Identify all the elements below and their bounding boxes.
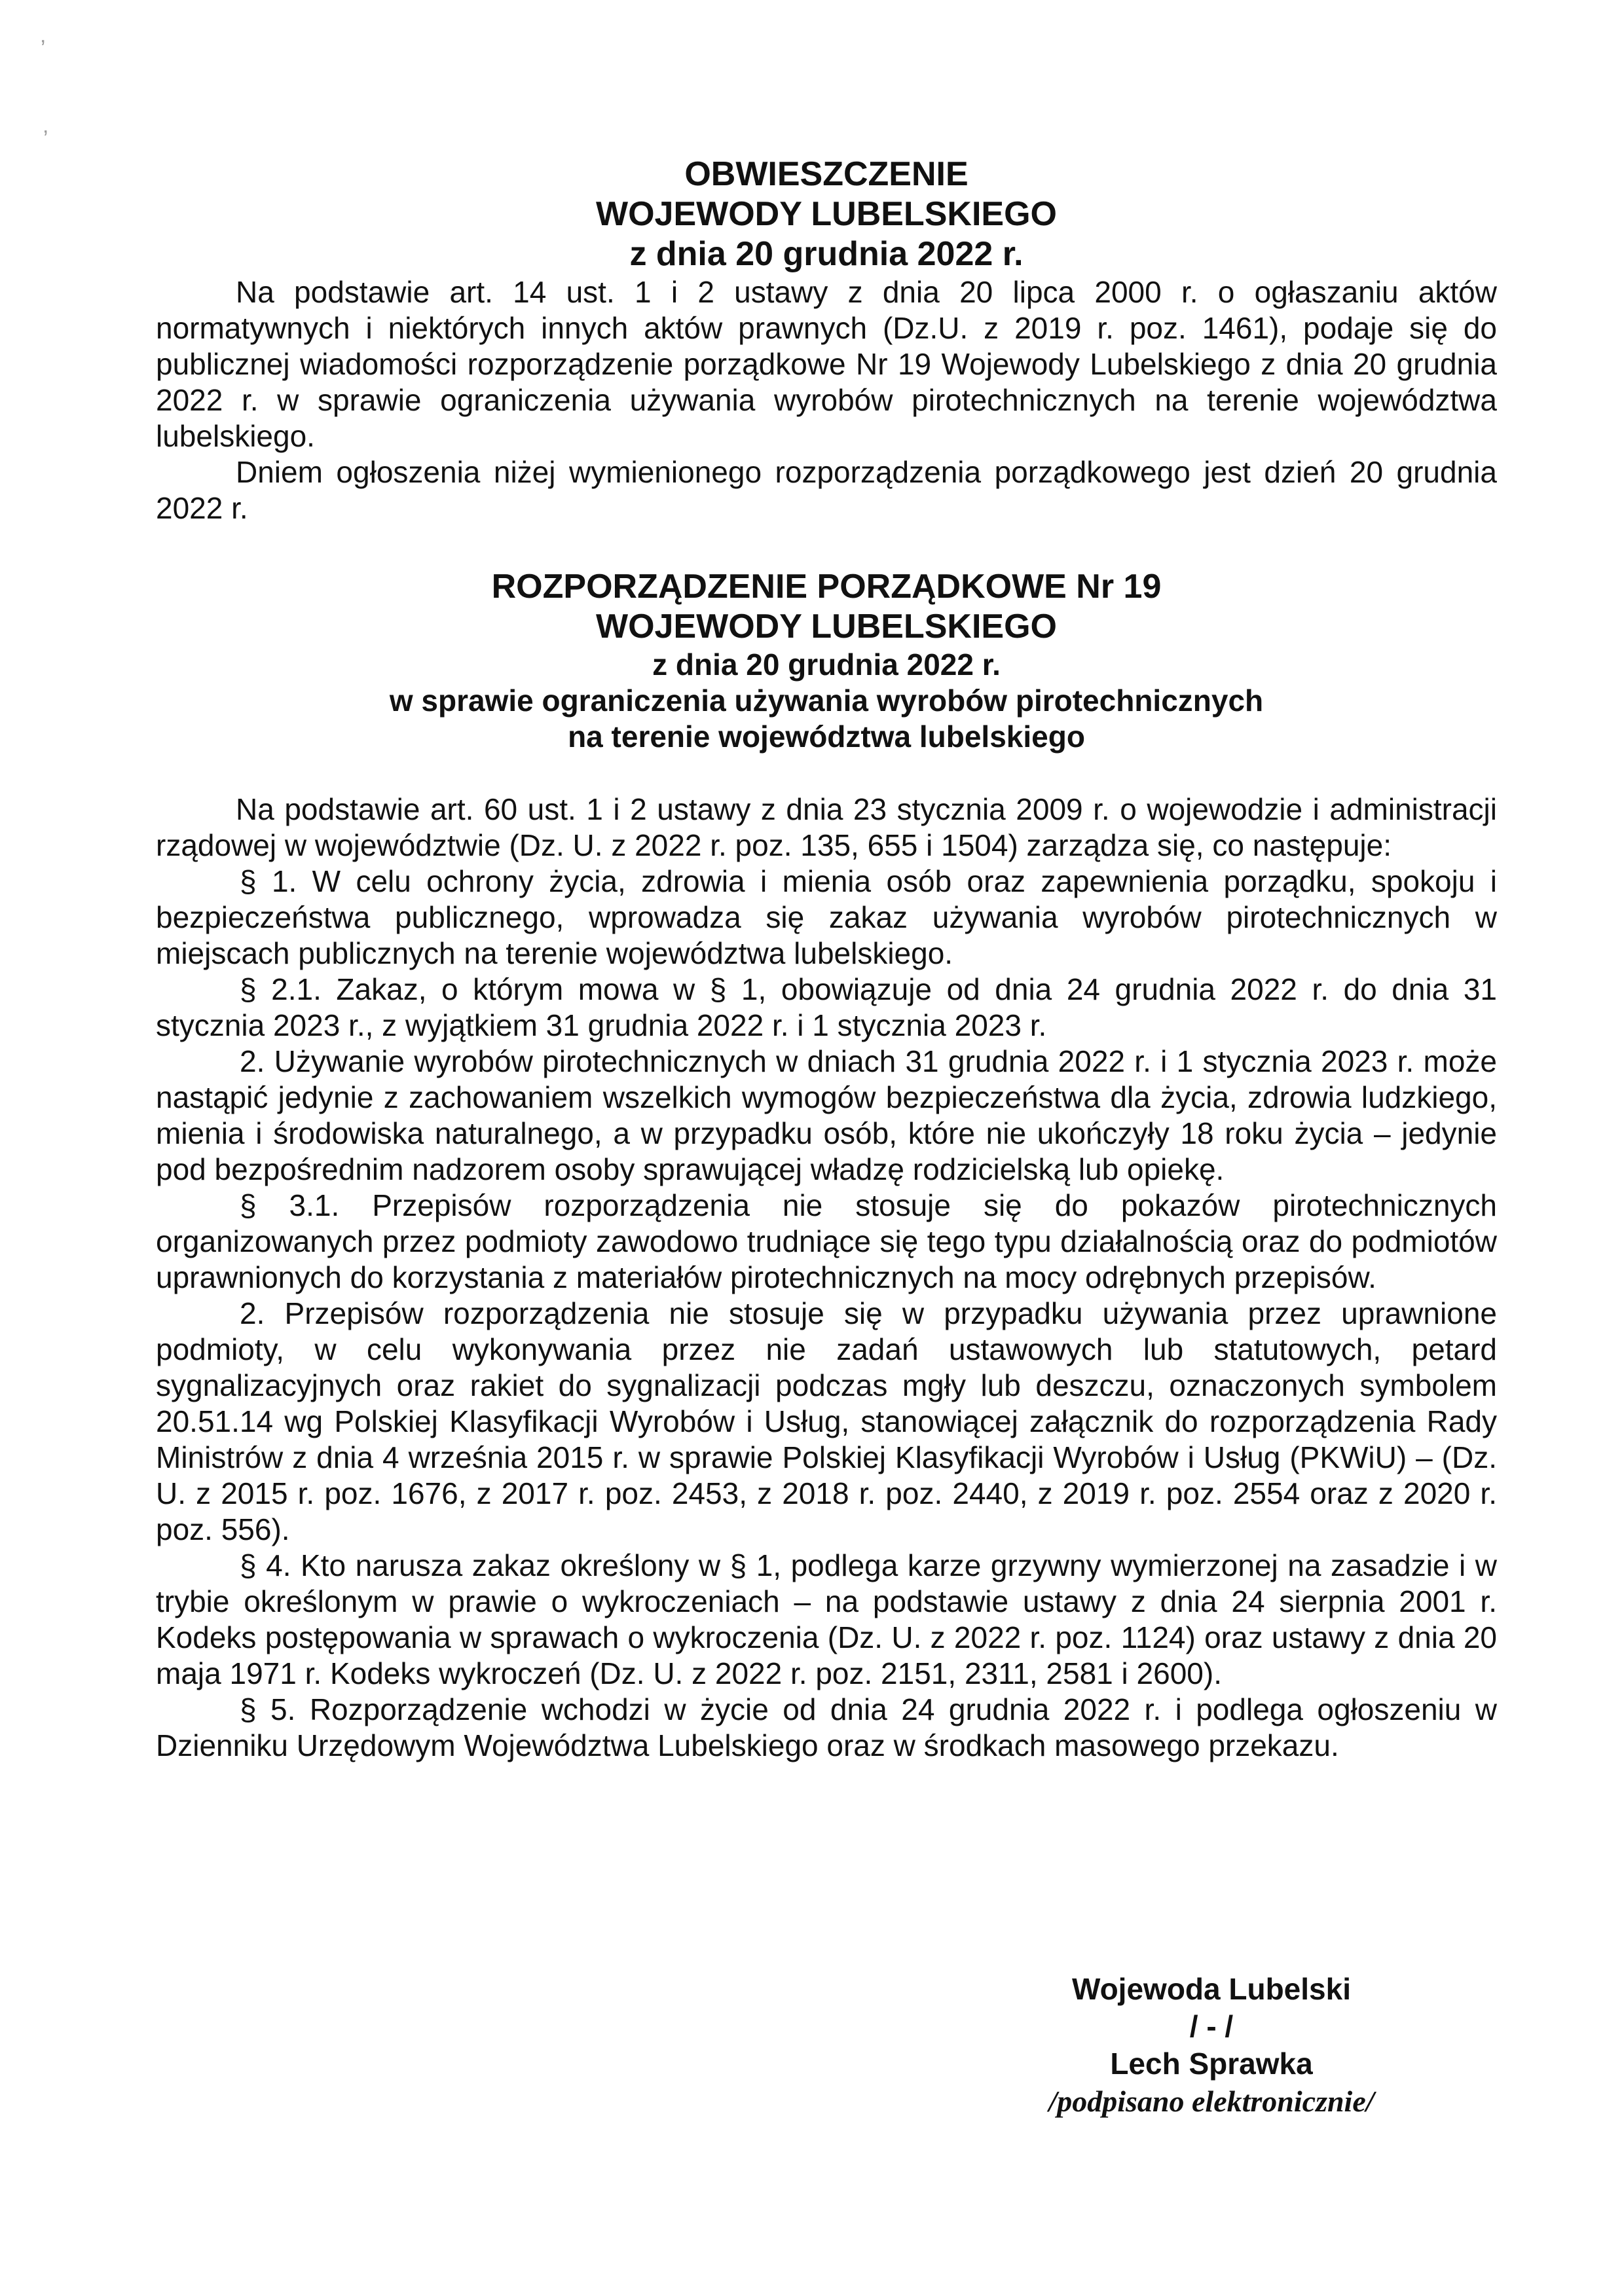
regulation-header — [156, 567, 1497, 755]
section-2-1: § 2.1. Zakaz, o którym mowa w § 1, obowiązuje od dnia 24 grudnia 2022 r. do dnia 31 stycznia 2023 r., z wyjątkiem 31 grudnia 2022 r. i 1 stycznia 2023 r. — [156, 972, 1497, 1042]
notice-issuer: WOJEWODY LUBELSKIEGO — [596, 195, 1057, 233]
regulation-issuer: WOJEWODY LUBELSKIEGO — [596, 608, 1057, 646]
signatory-office: Wojewoda Lubelski — [1072, 1972, 1351, 2006]
regulation-title: ROZPORZĄDZENIE PORZĄDKOWE Nr 19 — [491, 568, 1162, 606]
notice-title: OBWIESZCZENIE — [684, 155, 969, 193]
electronic-signature-note: /podpisano elektronicznie/ — [1048, 2085, 1375, 2118]
regulation-intro: Na podstawie art. 60 ust. 1 i 2 ustawy z dnia 23 stycznia 2009 r. o wojewodzie i administracji rządowej w województwie (Dz. U. z 2022 r. poz. 135, 655 i 1504) zarządza się, co następuje: — [156, 792, 1497, 862]
section-4: § 4. Kto narusza zakaz określony w § 1, podlega karze grzywny wymierzonej na zasadzie i w trybie określonym w prawie o wykroczeniach – na podstawie ustawy z dnia 24 sierpnia 2001 r. Kodeks postępowania w sprawach o wykroczenia (Dz. U. z 2022 r. poz. 1124) oraz ustawy z dnia 20 maja 1971 r. Kodeks wykroczeń (Dz. U. z 2022 r. poz. 2151, 2311, 2581 i 2600). — [156, 1548, 1497, 1690]
regulation-date: z dnia 20 grudnia 2022 r. — [652, 647, 1001, 682]
scan-speck-lower: ʼ — [43, 127, 48, 152]
section-2-2: 2. Używanie wyrobów pirotechnicznych w dniach 31 grudnia 2022 r. i 1 stycznia 2023 r. może nastąpić jedynie z zachowaniem wszelkich wymogów bezpieczeństwa dla życia, zdrowia ludzkiego, mienia i środowiska naturalnego, a w przypadku osób, które nie ukończyły 18 roku życia – jedynie pod bezpośrednim nadzorem osoby sprawującej władzę rodzicielską lub opiekę. — [156, 1044, 1497, 1186]
regulation-subject-line-2: na terenie województwa lubelskiego — [568, 720, 1085, 754]
section-3-2: 2. Przepisów rozporządzenia nie stosuje się w przypadku używania przez uprawnione podmioty, w celu wykonywania przez nie zadań ustawowych lub statutowych, petard sygnalizacyjnych oraz rakiet do sygnalizacji podczas mgły lub deszczu, oznaczonych symbolem 20.51.14 wg Polskiej Klasyfikacji Wyrobów i Usług, stanowiącej załącznik do rozporządzenia Rady Ministrów z dnia 4 września 2015 r. w sprawie Polskiej Klasyfikacji Wyrobów i Usług (PKWiU) – (Dz. U. z 2015 r. poz. 1676, z 2017 r. poz. 2453, z 2018 r. poz. 2440, z 2019 r. poz. 2554 oraz z 2020 r. poz. 556). — [156, 1296, 1497, 1546]
notice-paragraph-2: Dniem ogłoszenia niżej wymienionego rozporządzenia porządkowego jest dzień 20 grudnia 2022 r. — [156, 455, 1497, 525]
regulation-subject-line-1: w sprawie ograniczenia używania wyrobów pirotechnicznych — [389, 683, 1264, 718]
section-3-1: § 3.1. Przepisów rozporządzenia nie stosuje się do pokazów pirotechnicznych organizowanych przez podmioty zawodowo trudniące się tego typu działalnością oraz do podmiotów uprawnionych do korzystania z materiałów pirotechnicznych na mocy odrębnych przepisów. — [156, 1188, 1497, 1294]
notice-paragraph-1: Na podstawie art. 14 ust. 1 i 2 ustawy z dnia 20 lipca 2000 r. o ogłaszaniu aktów normatywnych i niektórych innych aktów prawnych (Dz.U. z 2019 r. poz. 1461), podaje się do publicznej wiadomości rozporządzenie porządkowe Nr 19 Wojewody Lubelskiego z dnia 20 grudnia 2022 r. w sprawie ograniczenia używania wyrobów pirotechnicznych na terenie województwa lubelskiego. — [156, 275, 1497, 453]
notice-date: z dnia 20 grudnia 2022 r. — [629, 235, 1024, 273]
scan-speck-top: ʼ — [41, 37, 46, 62]
notice-header — [156, 155, 1497, 274]
document-page — [156, 155, 1497, 1764]
signature-mark: / - / — [1189, 2009, 1234, 2043]
section-1: § 1. W celu ochrony życia, zdrowia i mienia osób oraz zapewnienia porządku, spokoju i bezpieczeństwa publicznego, wprowadza się zakaz używania wyrobów pirotechnicznych w miejscach publicznych na terenie województwa lubelskiego. — [156, 864, 1497, 970]
signatory-name: Lech Sprawka — [1110, 2047, 1313, 2081]
section-5: § 5. Rozporządzenie wchodzi w życie od dnia 24 grudnia 2022 r. i podlega ogłoszeniu w Dzienniku Urzędowym Województwa Lubelskiego oraz w środkach masowego przekazu. — [156, 1692, 1497, 1762]
signature-block — [1008, 1971, 1414, 2120]
